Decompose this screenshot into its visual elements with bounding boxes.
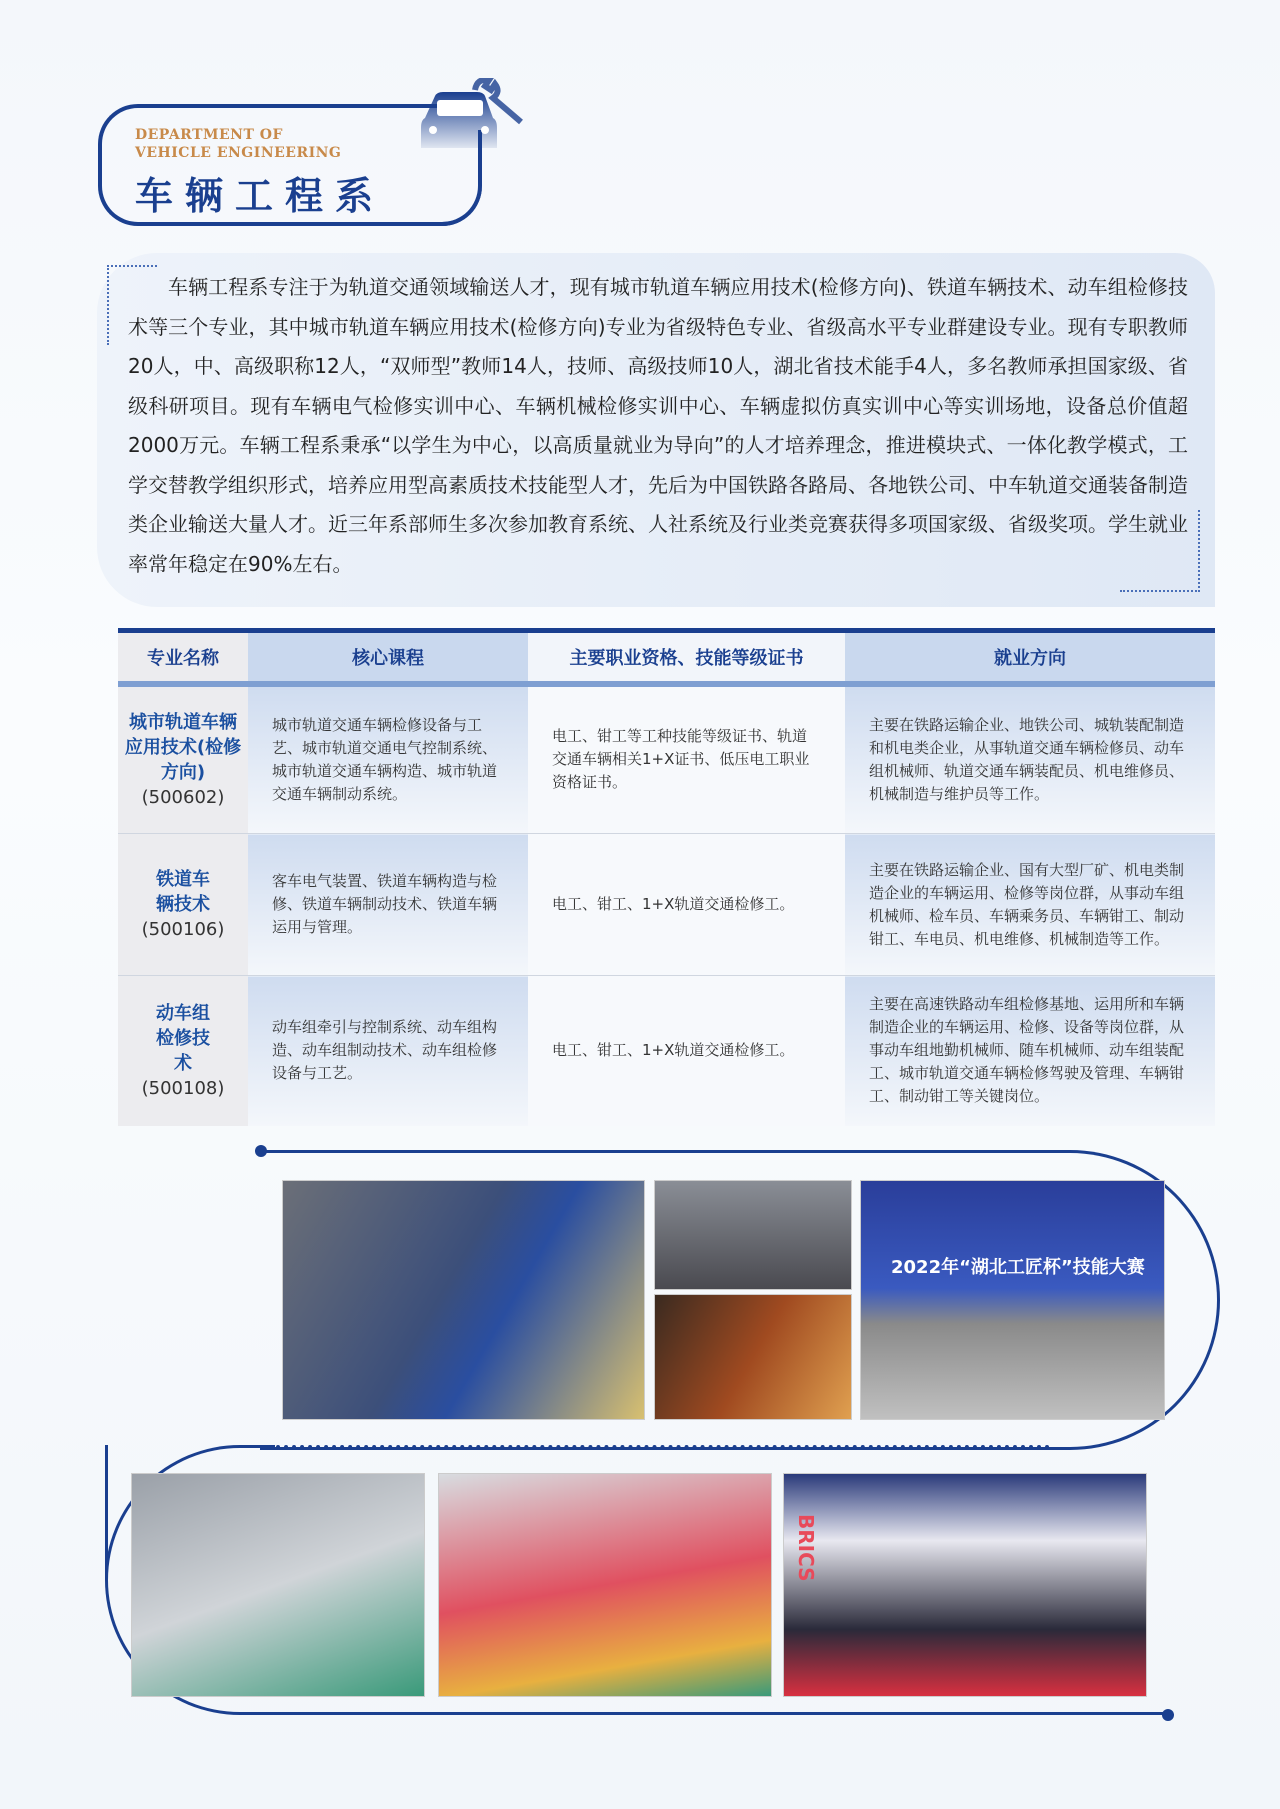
car-wrench-icon <box>415 78 525 158</box>
line-dot <box>1162 1709 1174 1721</box>
courses: 客车电气装置、铁道车辆构造与检修、铁道车辆制动技术、铁道车辆运用与管理。 <box>248 834 528 976</box>
english-title <box>135 126 341 162</box>
jobs: 主要在高速铁路动车组检修基地、运用所和车辆制造企业的车辆运用、检修、设备等岗位群，从事动车组地勤机械师、随车机械师、动车组装配工、城市轨道交通车辆检修驾驶及管理、车辆钳工、制动钳工等关键岗位。 <box>845 976 1215 1126</box>
photo-technician-inspection <box>282 1180 645 1420</box>
major-name: 城市轨道车辆应用技术(检修方向) <box>124 711 242 783</box>
certs: 电工、钳工、1+X轨道交通检修工。 <box>528 976 845 1126</box>
jobs: 主要在铁路运输企业、国有大型厂矿、机电类制造企业的车辆运用、检修等岗位群，从事动车组机械师、检车员、车辆乘务员、车辆钳工、制动钳工、车电员、机电维修、机械制造等工作。 <box>845 834 1215 976</box>
courses: 城市轨道交通车辆检修设备与工艺、城市轨道交通电气控制系统、城市轨道交通车辆构造、城市轨道交通车辆制动系统。 <box>248 684 528 834</box>
table-row <box>118 834 1215 976</box>
line-dot <box>255 1145 267 1157</box>
banner-text: 2022年“湖北工匠杯”技能大赛 <box>891 1257 1145 1278</box>
major-code: (500106) <box>141 919 225 940</box>
page-title: 车辆工程系 <box>135 174 386 218</box>
photo-brics-award <box>783 1473 1147 1697</box>
table-row <box>118 684 1215 834</box>
major-code: (500108) <box>141 1077 225 1099</box>
photo-train-maintenance <box>438 1473 772 1697</box>
major-name: 动车组检修技术 <box>156 1002 210 1074</box>
jobs: 主要在铁路运输企业、地铁公司、城轨装配制造和机电类企业，从事轨道交通车辆检修员、动车组机械师、轨道交通车辆装配员、机电维修员、机械制造与维护员等工作。 <box>845 684 1215 834</box>
en-line1: DEPARTMENT OF <box>135 127 283 143</box>
photo-workshop-machine <box>131 1473 425 1697</box>
certs: 电工、钳工等工种技能等级证书、轨道交通车辆相关1+X证书、低压电工职业资格证书。 <box>528 684 845 834</box>
courses: 动车组牵引与控制系统、动车组构造、动车组制动技术、动车组检修设备与工艺。 <box>248 976 528 1126</box>
col-courses: 核心课程 <box>248 631 528 684</box>
major-name: 铁道车辆技术 <box>156 869 210 915</box>
table-header <box>118 631 1215 684</box>
en-line2: VEHICLE ENGINEERING <box>135 145 342 161</box>
major-code: (500602) <box>141 786 225 808</box>
table-row <box>118 976 1215 1126</box>
photo-welding <box>654 1294 852 1420</box>
col-certs: 主要职业资格、技能等级证书 <box>528 631 845 684</box>
brics-text: BRICS <box>794 1514 818 1582</box>
photo-competition <box>860 1180 1165 1420</box>
majors-table <box>118 628 1215 1126</box>
col-major: 专业名称 <box>118 631 248 684</box>
certs: 电工、钳工、1+X轨道交通检修工。 <box>528 834 845 976</box>
col-jobs: 就业方向 <box>845 631 1215 684</box>
photo-group <box>654 1180 852 1290</box>
intro-text: 车辆工程系专注于为轨道交通领域输送人才，现有城市轨道车辆应用技术(检修方向)、铁道车辆技术、动车组检修技术等三个专业，其中城市轨道车辆应用技术(检修方向)专业为省级特色专业、省级高水平专业群建设专业。现有专职教师20人，中、高级职称12人，“双师型”教师14人，技师、高级技师10人，湖北省技术能手4人，多名教师承担国家级、省级科研项目。现有车辆电气检修实训中心、车辆机械检修实训中心、车辆虚拟仿真实训中心等实训场地，设备总价值超2000万元。车辆工程系秉承“以学生为中心，以高质量就业为导向”的人才培养理念，推进模块式、一体化教学模式，工学交替教学组织形式，培养应用型高素质技术技能型人才，先后为中国铁路各路局、各地铁公司、中车轨道交通装备制造类企业输送大量人才。近三年系部师生多次参加教育系统、人社系统及行业类竞赛获得多项国家级、省级奖项。学生就业率常年稳定在90%左右。 <box>128 275 1188 576</box>
